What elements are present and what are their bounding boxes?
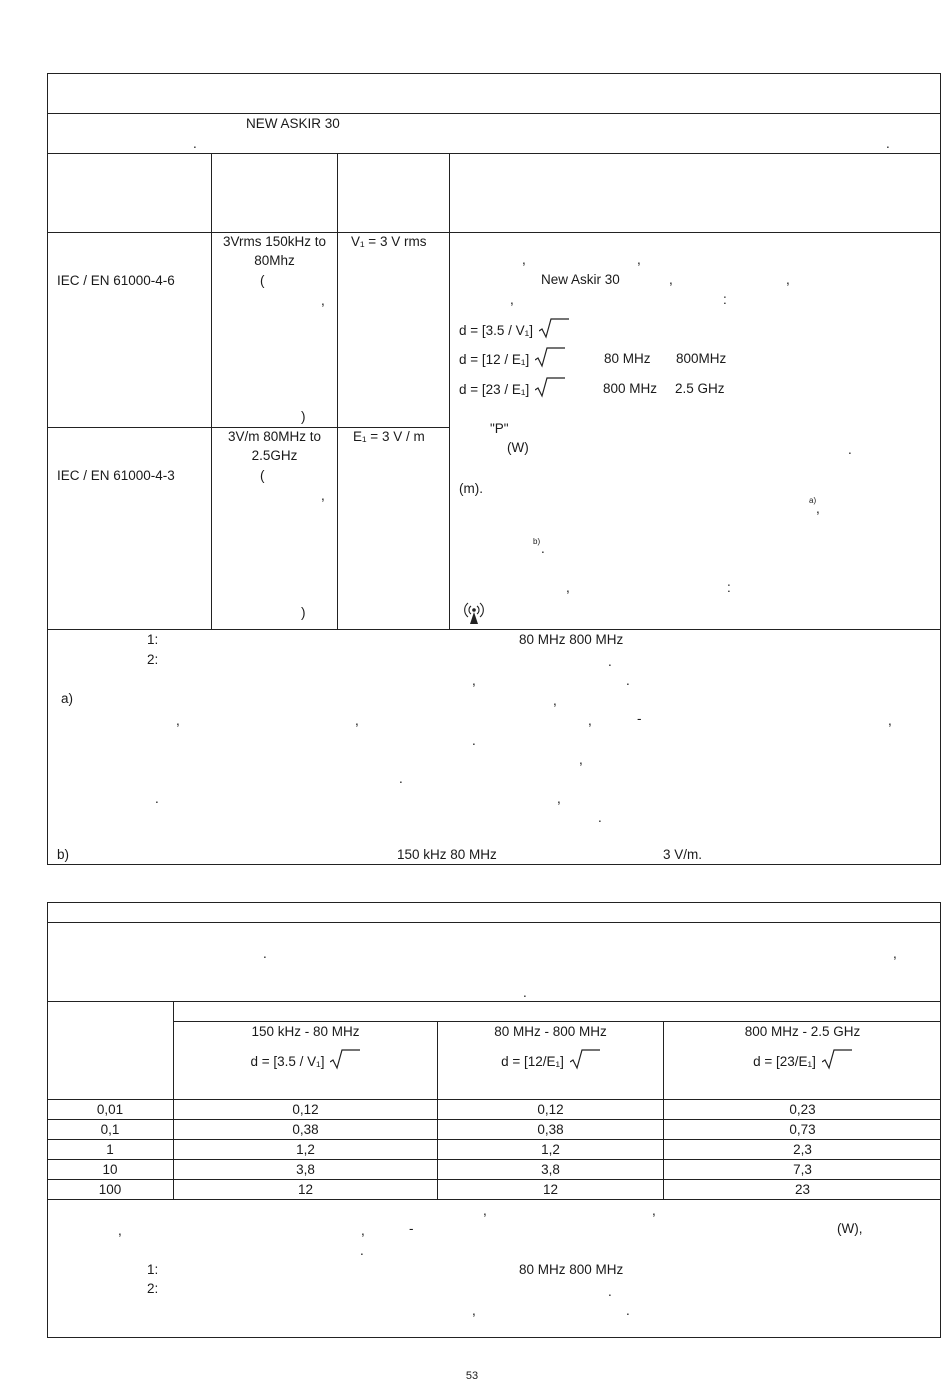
conducted-level-line1: 3Vrms 150kHz to <box>222 234 327 249</box>
table2-footer-dash: - <box>409 1221 414 1236</box>
note-a-comma2: , <box>176 713 180 728</box>
table-cell-power: 0,1 <box>100 1122 120 1137</box>
note-b-label: b) <box>57 847 70 862</box>
note-b-level: 3 V/m. <box>663 847 703 862</box>
note-a-period3: . <box>155 791 159 806</box>
table2-footer-comma3: , <box>118 1223 122 1238</box>
guidance-comma-b: , <box>637 252 641 267</box>
table2-col3-band: 800 MHz - 2.5 GHz <box>744 1024 861 1039</box>
table-cell-power: 0,01 <box>96 1102 124 1117</box>
table-cell-distance-high: 0,73 <box>789 1122 816 1137</box>
table2-intro-comma: , <box>893 946 897 961</box>
table-cell-distance-high: 0,23 <box>789 1102 816 1117</box>
table-cell-distance-mid: 3,8 <box>541 1162 560 1177</box>
guidance-comma-e: , <box>510 292 514 307</box>
note1-freq: 80 MHz 800 MHz <box>519 632 624 647</box>
table2-footer-comma4: , <box>361 1223 365 1238</box>
note-a-label: a) <box>61 691 74 706</box>
radiated-level-line2: 2.5GHz <box>251 448 298 463</box>
radiated-compliance: E₁ = 3 V / m <box>353 429 425 444</box>
table-cell-distance-high: 2,3 <box>793 1142 812 1157</box>
note-a-comma4: , <box>588 713 592 728</box>
table2-col1-formula <box>174 1053 437 1070</box>
guidance-comma-a: , <box>522 252 526 267</box>
sqrt-icon <box>535 381 565 397</box>
table-cell-distance-low: 0,38 <box>292 1122 319 1137</box>
table1-title-divider <box>47 113 941 114</box>
conducted-paren-open: ( <box>260 273 265 288</box>
table2-col2-formula-text: d = [12/E₁] <box>501 1054 564 1069</box>
guidance-meter: (m). <box>459 481 483 496</box>
table2-intro-divider <box>47 1001 941 1002</box>
formula-radiated-high-text: d = [23 / E₁] <box>459 382 530 397</box>
radiated-paren-open: ( <box>260 468 265 483</box>
table2-header-subdivider <box>173 1021 941 1022</box>
table2-note2-period2: . <box>626 1303 630 1318</box>
table2-footer-comma1: , <box>483 1203 487 1218</box>
table1-col-divider-2 <box>337 153 338 629</box>
table1-intro-period-right: . <box>886 136 890 151</box>
table-cell-distance-low: 12 <box>297 1182 314 1197</box>
guidance-colon2: : <box>727 580 731 595</box>
note-a-period4: . <box>598 810 602 825</box>
table-cell-power: 1 <box>106 1142 114 1157</box>
note-a-comma7: , <box>557 791 561 806</box>
radiated-level-line1: 3V/m 80MHz to <box>227 429 322 444</box>
formula-radiated-low-from: 80 MHz <box>604 351 651 366</box>
note2-comma: , <box>472 673 476 688</box>
note1-label: 1: <box>147 632 159 647</box>
table2-footer-watt: (W), <box>837 1221 863 1236</box>
sqrt-icon <box>535 351 565 367</box>
table-cell-distance-mid: 0,12 <box>537 1102 564 1117</box>
table2-note2-label: 2: <box>147 1281 159 1296</box>
table1-frame <box>47 73 941 865</box>
table-cell-distance-mid: 1,2 <box>541 1142 560 1157</box>
table2-note1-label: 1: <box>147 1262 159 1277</box>
note2-label: 2: <box>147 652 159 667</box>
note-a-comma3: , <box>355 713 359 728</box>
table1-header-divider <box>47 232 941 233</box>
table-cell-distance-high: 23 <box>794 1182 811 1197</box>
conducted-standard: IEC / EN 61000-4-6 <box>57 273 175 288</box>
guidance-comma-f: , <box>566 580 570 595</box>
table1-col-divider-1 <box>211 153 212 629</box>
table-cell-distance-low: 3,8 <box>296 1162 315 1177</box>
page-number: 53 <box>465 1370 479 1382</box>
table-cell-power: 10 <box>102 1162 118 1177</box>
guidance-sup-a: a) <box>809 496 817 505</box>
table2-note1-freq: 80 MHz 800 MHz <box>519 1262 624 1277</box>
table-cell-distance-low: 1,2 <box>296 1142 315 1157</box>
table1-row-divider <box>47 427 449 428</box>
guidance-colon: : <box>723 292 727 307</box>
note-a-comma1: , <box>553 693 557 708</box>
formula-radiated-high-to: 2.5 GHz <box>675 381 725 396</box>
table2-title-divider <box>47 922 941 923</box>
radiated-paren-close: ) <box>301 605 306 620</box>
table2-col1-formula-text: d = [3.5 / V₁] <box>250 1054 325 1069</box>
radiated-standard: IEC / EN 61000-4-3 <box>57 468 175 483</box>
formula-conducted-text: d = [3.5 / V₁] <box>459 323 533 338</box>
table2-intro-period2: . <box>523 985 527 1000</box>
conducted-paren-close: ) <box>301 409 306 424</box>
guidance-comma-c: , <box>669 272 673 287</box>
conducted-compliance: V₁ = 3 V rms <box>351 234 427 249</box>
table1-intro-period-left: . <box>193 136 197 151</box>
table-cell-distance-mid: 0,38 <box>537 1122 564 1137</box>
note2-period: . <box>608 654 612 669</box>
table2-col2-band: 80 MHz - 800 MHz <box>494 1024 607 1039</box>
table1-intro-product: NEW ASKIR 30 <box>246 116 340 131</box>
table-cell-power: 100 <box>98 1182 122 1197</box>
note2-period2: . <box>626 673 630 688</box>
table1-notes-divider <box>47 629 941 630</box>
table2-col3-formula <box>664 1053 941 1070</box>
guidance-period: . <box>848 442 852 457</box>
table-cell-distance-low: 0,12 <box>292 1102 319 1117</box>
note-a-period2: . <box>399 771 403 786</box>
table2-col1-band: 150 kHz - 80 MHz <box>251 1024 360 1039</box>
sqrt-icon <box>822 1053 852 1069</box>
table2-col3-formula-text: d = [23/E₁] <box>753 1054 816 1069</box>
guidance-watt: (W) <box>507 440 529 455</box>
non-ionizing-radiation-icon <box>459 599 489 625</box>
note-a-period1: . <box>472 733 476 748</box>
guidance-comma-d: , <box>786 272 790 287</box>
guidance-sup-b: b) <box>533 537 541 546</box>
table1-intro-divider <box>47 153 941 154</box>
formula-conducted <box>459 322 569 339</box>
conducted-comma: , <box>321 293 325 308</box>
table2-row-line-5 <box>47 1199 941 1200</box>
guidance-after-b: . <box>541 541 545 556</box>
note-b-range: 150 kHz 80 MHz <box>397 847 497 862</box>
sqrt-icon <box>539 322 569 338</box>
table2-note2-period: . <box>608 1284 612 1299</box>
note-a-comma6: , <box>579 752 583 767</box>
conducted-level-line2: 80Mhz <box>254 253 295 268</box>
sqrt-icon <box>330 1053 360 1069</box>
guidance-product: New Askir 30 <box>541 272 620 287</box>
table2-note2-comma: , <box>472 1303 476 1318</box>
table1-col-divider-3 <box>449 153 450 629</box>
formula-radiated-high-from: 800 MHz <box>603 381 658 396</box>
formula-radiated-low-to: 800MHz <box>676 351 727 366</box>
table2-col2-formula <box>438 1053 663 1070</box>
formula-radiated-high <box>459 381 565 398</box>
table-cell-distance-mid: 12 <box>542 1182 559 1197</box>
table-cell-distance-high: 7,3 <box>793 1162 812 1177</box>
table2-intro-period1: . <box>263 946 267 961</box>
note-a-comma5: , <box>888 713 892 728</box>
guidance-p-label: "P" <box>490 421 509 436</box>
table2-footer-period: . <box>360 1243 364 1258</box>
radiated-comma: , <box>321 488 325 503</box>
note-a-dash: - <box>637 711 642 726</box>
formula-radiated-low <box>459 351 565 368</box>
formula-radiated-low-text: d = [12 / E₁] <box>459 352 530 367</box>
sqrt-icon <box>570 1053 600 1069</box>
guidance-after-a: , <box>816 501 820 516</box>
table2-footer-comma2: , <box>652 1203 656 1218</box>
